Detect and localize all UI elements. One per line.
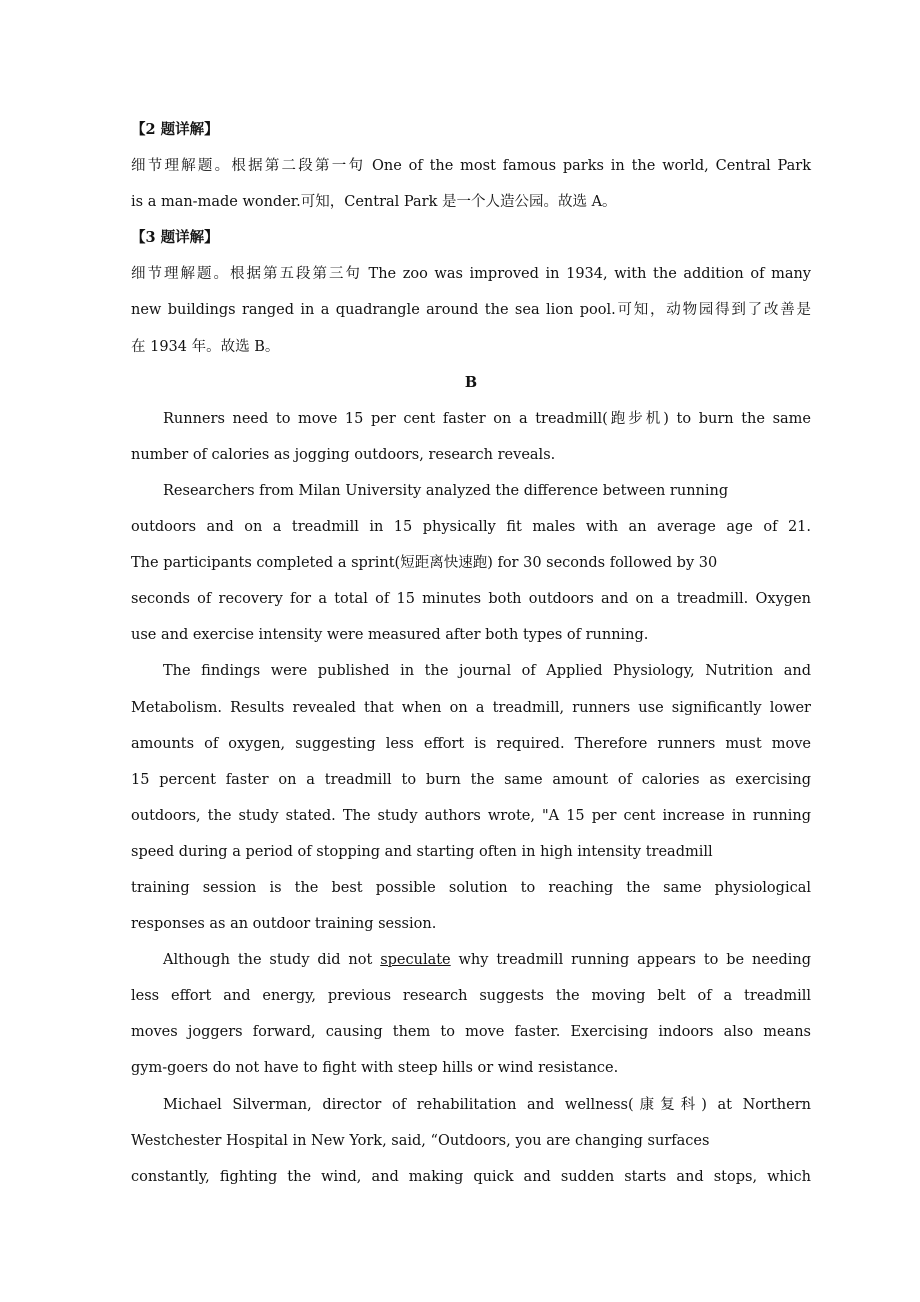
paragraph-5-line: Michael Silverman, director of rehabilitation and wellness(康复科) at Northern [163, 1096, 811, 1113]
paragraph-3-line: amounts of oxygen, suggesting less effort is required. Therefore runners must move [131, 735, 811, 752]
paragraph-4-line: moves joggers forward, causing them to move faster. Exercising indoors also means [131, 1024, 811, 1041]
paragraph-3-line: 15 percent faster on a treadmill to burn the same amount of calories as exercising [131, 771, 811, 788]
paragraph-1-line: number of calories as jogging outdoors, research reveals. [131, 446, 556, 463]
paragraph-2-line: The participants completed a sprint(短距离快速跑) for 30 seconds followed by 30 [131, 555, 718, 572]
paragraph-4-line [131, 942, 811, 978]
paragraph-2-line: seconds of recovery for a total of 15 minutes both outdoors and on a treadmill. Oxygen [131, 591, 811, 608]
q2-explanation-line: 细节理解题。根据第二段第一句 One of the most famous parks in the world, Central Park [131, 158, 811, 175]
paragraph-3-line: training session is the best possible solution to reaching the same physiological [131, 879, 811, 896]
q3-explanation-line: 细节理解题。根据第五段第三句 The zoo was improved in 1934, with the addition of many [131, 266, 811, 283]
underlined-word: speculate [380, 952, 451, 969]
paragraph-2-line: outdoors and on a treadmill in 15 physically fit males with an average age of 21. [131, 519, 811, 536]
document-page [131, 112, 811, 1195]
paragraph-1-line: Runners need to move 15 per cent faster on a treadmill(跑步机) to burn the same [163, 410, 811, 427]
paragraph-5-line: constantly, fighting the wind, and making quick and sudden starts and stops, which [131, 1168, 811, 1185]
paragraph-2-line: Researchers from Milan University analyzed the difference between running [163, 482, 729, 499]
paragraph-4-text: why treadmill running appears to be needing [450, 952, 812, 969]
q2-explanation-line: is a man-made wonder.可知，Central Park 是一个人造公园。故选 A。 [131, 194, 617, 211]
paragraph-3-line: Metabolism. Results revealed that when on a treadmill, runners use significantly lower [131, 699, 811, 716]
paragraph-3-line: responses as an outdoor training session. [131, 916, 437, 933]
q3-explanation-line: new buildings ranged in a quadrangle around the sea lion pool.可知，动物园得到了改善是 [131, 302, 811, 319]
paragraph-3-line: The findings were published in the journal of Applied Physiology, Nutrition and [163, 663, 811, 680]
paragraph-4-line: gym-goers do not have to fight with steep hills or wind resistance. [131, 1060, 619, 1077]
paragraph-4-text: Although the study did not [163, 952, 381, 969]
q3-explanation-line: 在 1934 年。故选 B。 [131, 338, 280, 355]
q2-heading: 【2 题详解】 [131, 121, 219, 138]
section-label: B [464, 373, 478, 391]
paragraph-5-line: Westchester Hospital in New York, said, “Outdoors, you are changing surfaces [131, 1132, 710, 1149]
paragraph-3-line: outdoors, the study stated. The study authors wrote, "A 15 per cent increase in running [131, 807, 811, 824]
q3-heading: 【3 题详解】 [131, 229, 219, 247]
paragraph-3-line: speed during a period of stopping and starting often in high intensity treadmill [131, 843, 713, 860]
paragraph-2-line: use and exercise intensity were measured after both types of running. [131, 627, 649, 644]
paragraph-4-line: less effort and energy, previous research suggests the moving belt of a treadmill [131, 988, 811, 1005]
